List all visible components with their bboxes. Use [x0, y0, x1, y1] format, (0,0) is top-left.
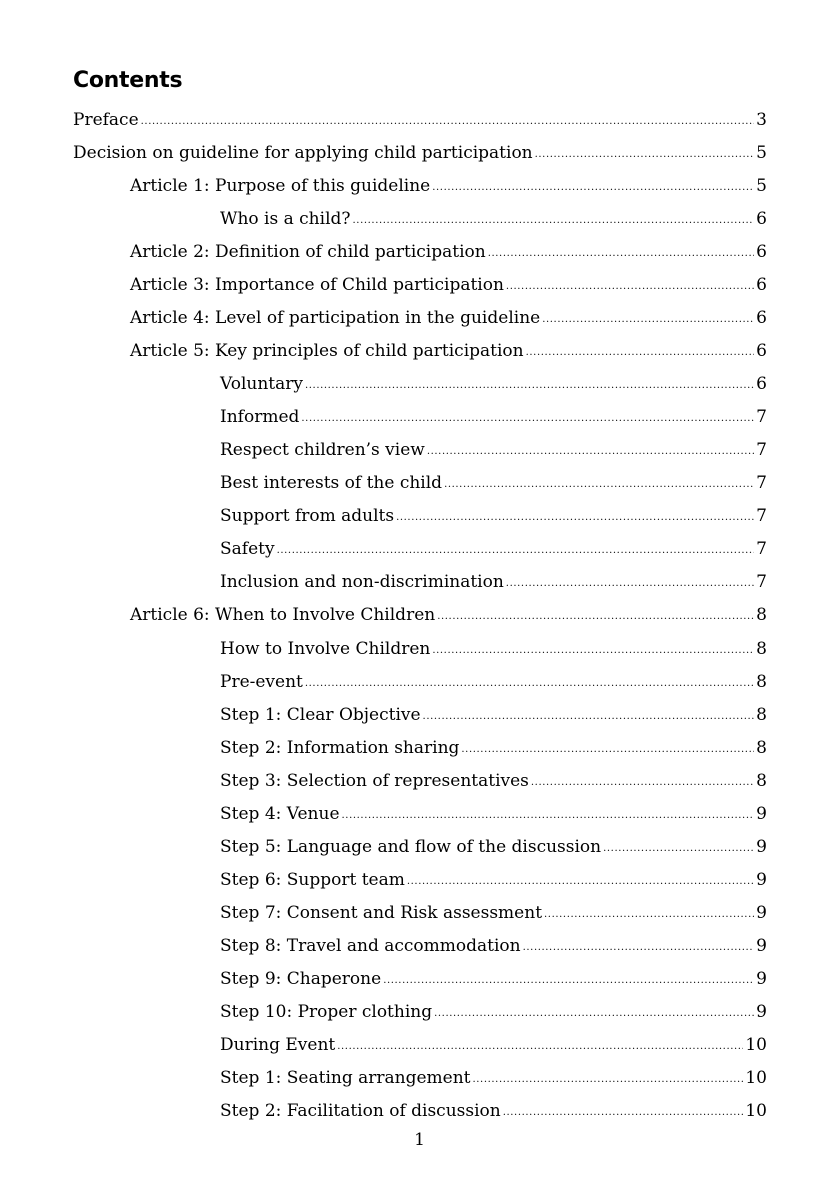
- dot-leader: [526, 343, 755, 363]
- dot-leader: [503, 1103, 744, 1123]
- dot-leader: [277, 541, 755, 561]
- dot-leader: [432, 178, 754, 198]
- dot-leader: [542, 310, 754, 330]
- toc-entry[interactable]: [0, 401, 839, 434]
- toc-entry-page-number: 8: [756, 638, 767, 659]
- toc-entry[interactable]: [0, 632, 839, 665]
- dot-leader: [506, 277, 754, 297]
- toc-entry-page-number: 7: [756, 539, 767, 560]
- toc-entry-title: Best interests of the child: [220, 473, 443, 494]
- toc-entry-page-number: 9: [756, 1002, 767, 1023]
- toc-entry[interactable]: [0, 1029, 839, 1062]
- toc-entry[interactable]: [0, 797, 839, 830]
- toc-entry-page-number: 9: [756, 903, 767, 924]
- toc-entry-page-number: 6: [756, 340, 767, 361]
- toc-entry-title: Respect children’s view: [220, 440, 425, 461]
- toc-entry-title: Step 5: Language and flow of the discussion: [220, 836, 602, 857]
- toc-entry-title: Inclusion and non-discrimination: [220, 572, 504, 593]
- toc-entry-page-number: 7: [756, 506, 767, 527]
- toc-entry-page-number: 10: [745, 1035, 767, 1056]
- toc-entry-title: Support from adults: [220, 506, 395, 527]
- dot-leader: [531, 773, 754, 793]
- dot-leader: [444, 475, 754, 495]
- toc-entry-title: Step 1: Seating arrangement: [220, 1068, 471, 1089]
- page-number: 1: [414, 1130, 425, 1150]
- toc-entry-page-number: 7: [756, 440, 767, 461]
- toc-entry-title: Article 1: Purpose of this guideline: [130, 175, 431, 196]
- toc-entry-title: Article 3: Importance of Child participation: [130, 274, 504, 295]
- dot-leader: [383, 971, 754, 991]
- toc-entry-page-number: 6: [756, 307, 767, 328]
- toc-entry[interactable]: [0, 698, 839, 731]
- toc-entry-page-number: 9: [756, 969, 767, 990]
- toc-entry-page-number: 7: [756, 473, 767, 494]
- toc-entry-page-number: 8: [756, 704, 767, 725]
- toc-entry[interactable]: [0, 863, 839, 896]
- toc-entry-title: Step 6: Support team: [220, 869, 405, 890]
- toc-entry-title: Step 8: Travel and accommodation: [220, 936, 521, 957]
- dot-leader: [301, 409, 754, 429]
- table-of-contents: [0, 103, 839, 1128]
- toc-entry[interactable]: [0, 368, 839, 401]
- toc-entry-page-number: 9: [756, 936, 767, 957]
- toc-entry[interactable]: [0, 566, 839, 599]
- toc-entry-title: Step 3: Selection of representatives: [220, 770, 529, 791]
- dot-leader: [434, 1004, 754, 1024]
- toc-entry[interactable]: [0, 235, 839, 268]
- toc-entry[interactable]: [0, 930, 839, 963]
- dot-leader: [473, 1070, 744, 1090]
- toc-entry[interactable]: [0, 599, 839, 632]
- dot-leader: [523, 938, 755, 958]
- toc-entry-page-number: 10: [745, 1068, 767, 1089]
- toc-entry-title: Preface: [73, 109, 139, 130]
- toc-entry-page-number: 8: [756, 770, 767, 791]
- toc-entry-page-number: 8: [756, 737, 767, 758]
- toc-entry[interactable]: [0, 996, 839, 1029]
- dot-leader: [603, 839, 754, 859]
- toc-entry[interactable]: [0, 103, 839, 136]
- toc-entry-title: Step 2: Facilitation of discussion: [220, 1101, 501, 1122]
- toc-entry-page-number: 6: [756, 208, 767, 229]
- toc-entry-page-number: 8: [756, 605, 767, 626]
- toc-entry[interactable]: [0, 136, 839, 169]
- dot-leader: [544, 905, 754, 925]
- toc-entry[interactable]: [0, 202, 839, 235]
- toc-entry-title: Decision on guideline for applying child participation: [73, 142, 533, 163]
- toc-entry-title: Step 2: Information sharing: [220, 737, 460, 758]
- toc-entry-title: How to Involve Children: [220, 638, 431, 659]
- dot-leader: [423, 707, 755, 727]
- dot-leader: [488, 244, 754, 264]
- toc-entry-page-number: 3: [756, 109, 767, 130]
- toc-entry[interactable]: [0, 1095, 839, 1128]
- toc-entry-title: Step 9: Chaperone: [220, 969, 382, 990]
- dot-leader: [342, 806, 755, 826]
- toc-entry[interactable]: [0, 665, 839, 698]
- toc-entry[interactable]: [0, 764, 839, 797]
- toc-entry[interactable]: [0, 467, 839, 500]
- toc-entry[interactable]: [0, 301, 839, 334]
- toc-entry-title: Article 4: Level of participation in the guideline: [130, 307, 541, 328]
- toc-entry-page-number: 7: [756, 407, 767, 428]
- toc-entry[interactable]: [0, 334, 839, 367]
- dot-leader: [353, 211, 755, 231]
- toc-entry-title: Step 4: Venue: [220, 803, 340, 824]
- toc-entry-page-number: 5: [756, 175, 767, 196]
- toc-entry[interactable]: [0, 268, 839, 301]
- toc-entry[interactable]: [0, 434, 839, 467]
- dot-leader: [506, 574, 754, 594]
- toc-entry[interactable]: [0, 500, 839, 533]
- dot-leader: [432, 641, 754, 661]
- dot-leader: [141, 112, 755, 132]
- toc-entry-title: Informed: [220, 407, 300, 428]
- page-title: Contents: [73, 68, 183, 93]
- toc-entry-title: Pre-event: [220, 671, 303, 692]
- dot-leader: [535, 145, 755, 165]
- dot-leader: [407, 872, 754, 892]
- toc-entry-title: Article 2: Definition of child participation: [130, 241, 486, 262]
- dot-leader: [437, 607, 754, 627]
- toc-entry-title: Article 5: Key principles of child participation: [130, 340, 524, 361]
- toc-entry-page-number: 10: [745, 1101, 767, 1122]
- dot-leader: [305, 674, 754, 694]
- toc-entry-title: Safety: [220, 539, 275, 560]
- toc-entry-title: Step 1: Clear Objective: [220, 704, 421, 725]
- dot-leader: [396, 508, 754, 528]
- toc-entry-page-number: 6: [756, 274, 767, 295]
- toc-entry-page-number: 9: [756, 836, 767, 857]
- toc-entry[interactable]: [0, 169, 839, 202]
- dot-leader: [305, 376, 754, 396]
- toc-entry[interactable]: [0, 533, 839, 566]
- toc-entry[interactable]: [0, 731, 839, 764]
- toc-entry-title: Who is a child?: [220, 208, 351, 229]
- toc-entry[interactable]: [0, 830, 839, 863]
- toc-entry-title: Article 6: When to Involve Children: [130, 605, 436, 626]
- toc-entry-page-number: 5: [756, 142, 767, 163]
- toc-entry-page-number: 9: [756, 869, 767, 890]
- toc-entry-page-number: 9: [756, 803, 767, 824]
- toc-entry-page-number: 6: [756, 241, 767, 262]
- toc-entry[interactable]: [0, 963, 839, 996]
- toc-entry[interactable]: [0, 1062, 839, 1095]
- toc-entry-page-number: 6: [756, 374, 767, 395]
- toc-entry-page-number: 7: [756, 572, 767, 593]
- toc-entry[interactable]: [0, 897, 839, 930]
- toc-entry-title: Step 10: Proper clothing: [220, 1002, 433, 1023]
- toc-entry-title: Voluntary: [220, 374, 303, 395]
- dot-leader: [427, 442, 754, 462]
- toc-entry-title: Step 7: Consent and Risk assessment: [220, 903, 543, 924]
- toc-entry-title: During Event: [220, 1035, 336, 1056]
- toc-entry-page-number: 8: [756, 671, 767, 692]
- dot-leader: [337, 1037, 743, 1057]
- dot-leader: [461, 740, 754, 760]
